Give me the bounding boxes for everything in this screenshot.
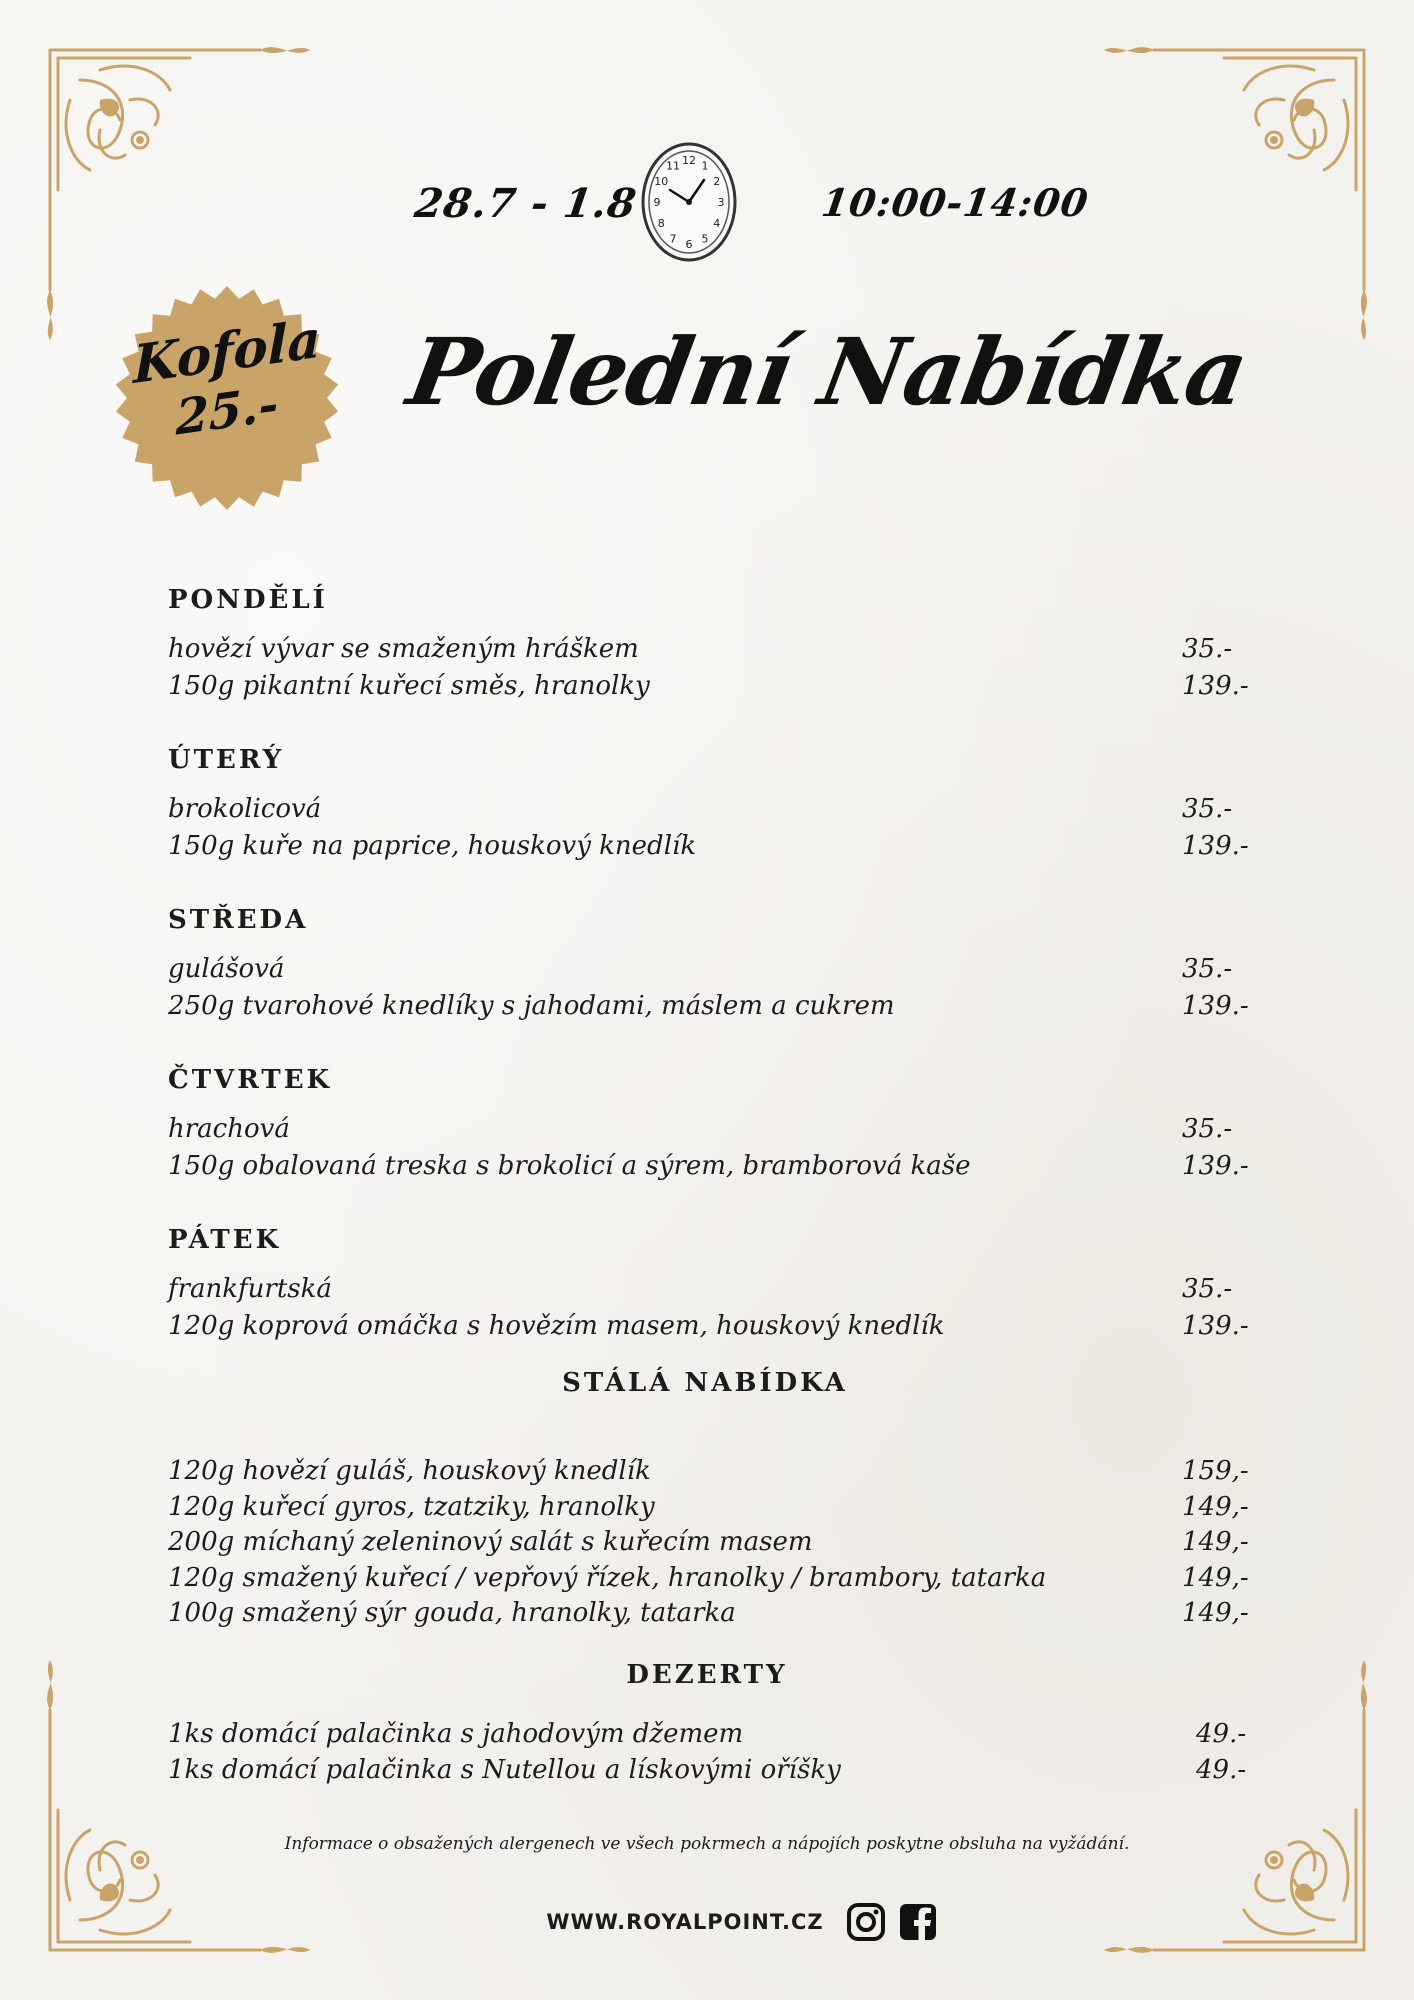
item-price: 149,- bbox=[1182, 1598, 1249, 1628]
day-section bbox=[168, 583, 1248, 705]
day-section bbox=[168, 1063, 1248, 1185]
section-title-text: DEZERTY bbox=[626, 1660, 788, 1690]
item-name: hovězí vývar se smaženým hráškem bbox=[168, 634, 639, 664]
item-name: frankfurtská bbox=[168, 1274, 332, 1304]
item-name: 250g tvarohové knedlíky s jahodami, máslem a cukrem bbox=[168, 991, 895, 1021]
menu-item bbox=[168, 791, 1248, 828]
menu-item bbox=[168, 1596, 1248, 1632]
item-price: 159,- bbox=[1182, 1456, 1249, 1486]
menu-item bbox=[168, 1454, 1248, 1490]
item-name: 120g smažený kuřecí / vepřový řízek, hranolky / brambory, tatarka bbox=[168, 1562, 1047, 1593]
clock-number: 12 bbox=[682, 154, 696, 167]
item-name: 1ks domácí palačinka s jahodovým džemem bbox=[168, 1719, 744, 1749]
item-name: 150g kuře na paprice, houskový knedlík bbox=[168, 831, 697, 861]
day-title: STŘEDA bbox=[168, 905, 309, 935]
clock-number: 1 bbox=[701, 159, 709, 173]
item-price: 139.- bbox=[1182, 1151, 1249, 1181]
badge-line-2: 25.- bbox=[175, 375, 279, 447]
menu-item bbox=[168, 631, 1248, 668]
item-name: brokolicová bbox=[168, 794, 322, 824]
item-name: 200g míchaný zeleninový salát s kuřecím masem bbox=[168, 1527, 813, 1557]
menu-item bbox=[168, 1752, 1248, 1788]
ornament-corner-top-right bbox=[1074, 40, 1374, 360]
day-title: PONDĚLÍ bbox=[168, 585, 328, 615]
item-name: gulášová bbox=[168, 954, 285, 984]
badge-line-1: Kofola bbox=[133, 308, 321, 397]
menu-item bbox=[168, 1561, 1248, 1597]
item-price: 35.- bbox=[1182, 1114, 1233, 1144]
item-price: 35.- bbox=[1182, 794, 1233, 824]
dessert-menu bbox=[168, 1716, 1248, 1788]
section-title-text: STÁLÁ NABÍDKA bbox=[562, 1368, 848, 1398]
menu-item bbox=[168, 951, 1248, 988]
item-price: 49.- bbox=[1196, 1719, 1247, 1749]
ornament-icon bbox=[1074, 40, 1374, 360]
day-title: ČTVRTEK bbox=[168, 1065, 333, 1095]
menu-item bbox=[168, 1148, 1248, 1185]
day-section bbox=[168, 903, 1248, 1025]
menu-item bbox=[168, 1111, 1248, 1148]
menu-item bbox=[168, 668, 1248, 705]
facebook-icon[interactable] bbox=[898, 1902, 938, 1942]
clock-number: 4 bbox=[713, 217, 721, 230]
item-name: 100g smažený sýr gouda, hranolky, tatarka bbox=[168, 1598, 736, 1628]
clock-number: 7 bbox=[669, 232, 677, 246]
clock-number: 11 bbox=[666, 159, 680, 173]
menu-item bbox=[168, 1308, 1248, 1345]
day-section bbox=[168, 1223, 1248, 1345]
day-section bbox=[168, 743, 1248, 865]
permanent-menu bbox=[168, 1454, 1248, 1632]
clock-number: 9 bbox=[653, 196, 661, 209]
menu-item bbox=[168, 988, 1248, 1025]
menu-item bbox=[168, 1525, 1248, 1561]
clock-icon bbox=[640, 140, 738, 264]
clock-number: 10 bbox=[654, 175, 669, 188]
menu-item bbox=[168, 1490, 1248, 1526]
item-name: hrachová bbox=[168, 1114, 290, 1144]
item-price: 49.- bbox=[1196, 1755, 1247, 1785]
clock-number: 2 bbox=[713, 175, 721, 188]
item-price: 139.- bbox=[1182, 1311, 1249, 1341]
item-name: 120g koprová omáčka s hovězím masem, houskový knedlík bbox=[168, 1311, 945, 1341]
clock-number: 8 bbox=[657, 217, 665, 230]
footer bbox=[0, 1900, 1414, 1944]
page-title: Polední Nabídka bbox=[400, 318, 1255, 426]
item-price: 35.- bbox=[1182, 634, 1233, 664]
item-name: 1ks domácí palačinka s Nutellou a lískovými oříšky bbox=[168, 1755, 841, 1785]
item-name: 120g hovězí guláš, houskový knedlík bbox=[168, 1456, 651, 1486]
item-price: 35.- bbox=[1182, 954, 1233, 984]
item-price: 149,- bbox=[1182, 1527, 1249, 1557]
item-name: 150g pikantní kuřecí směs, hranolky bbox=[168, 671, 650, 701]
date-range: 28.7 - 1.8 bbox=[411, 180, 640, 227]
item-price: 149,- bbox=[1182, 1562, 1249, 1593]
opening-hours: 10:00-14:00 bbox=[818, 180, 1092, 225]
menu-item bbox=[168, 828, 1248, 865]
section-title-stala bbox=[0, 1368, 1414, 1398]
item-price: 149,- bbox=[1182, 1491, 1249, 1522]
item-price: 35.- bbox=[1182, 1274, 1233, 1304]
item-name: 150g obalovaná treska s brokolicí a sýrem, bramborová kaše bbox=[168, 1151, 971, 1181]
clock-number: 3 bbox=[717, 196, 725, 209]
kofola-price-badge bbox=[112, 283, 342, 513]
day-title: ÚTERÝ bbox=[168, 745, 285, 775]
item-price: 139.- bbox=[1182, 671, 1249, 701]
menu-item bbox=[168, 1716, 1248, 1752]
allergen-note: Informace o obsažených alergenech ve všech pokrmech a nápojích poskytne obsluha na vyžádání. bbox=[284, 1834, 1130, 1854]
clock-number: 5 bbox=[701, 232, 709, 246]
instagram-icon[interactable] bbox=[846, 1902, 886, 1942]
website-link[interactable]: WWW.ROYALPOINT.CZ bbox=[546, 1910, 824, 1934]
section-title-dezerty bbox=[0, 1660, 1414, 1690]
day-title: PÁTEK bbox=[168, 1225, 282, 1255]
item-price: 139.- bbox=[1182, 991, 1249, 1021]
item-name: 120g kuřecí gyros, tzatziky, hranolky bbox=[168, 1491, 655, 1522]
clock-number: 6 bbox=[685, 238, 693, 251]
menu-item bbox=[168, 1271, 1248, 1308]
daily-menu bbox=[168, 583, 1248, 1383]
item-price: 139.- bbox=[1182, 831, 1249, 861]
